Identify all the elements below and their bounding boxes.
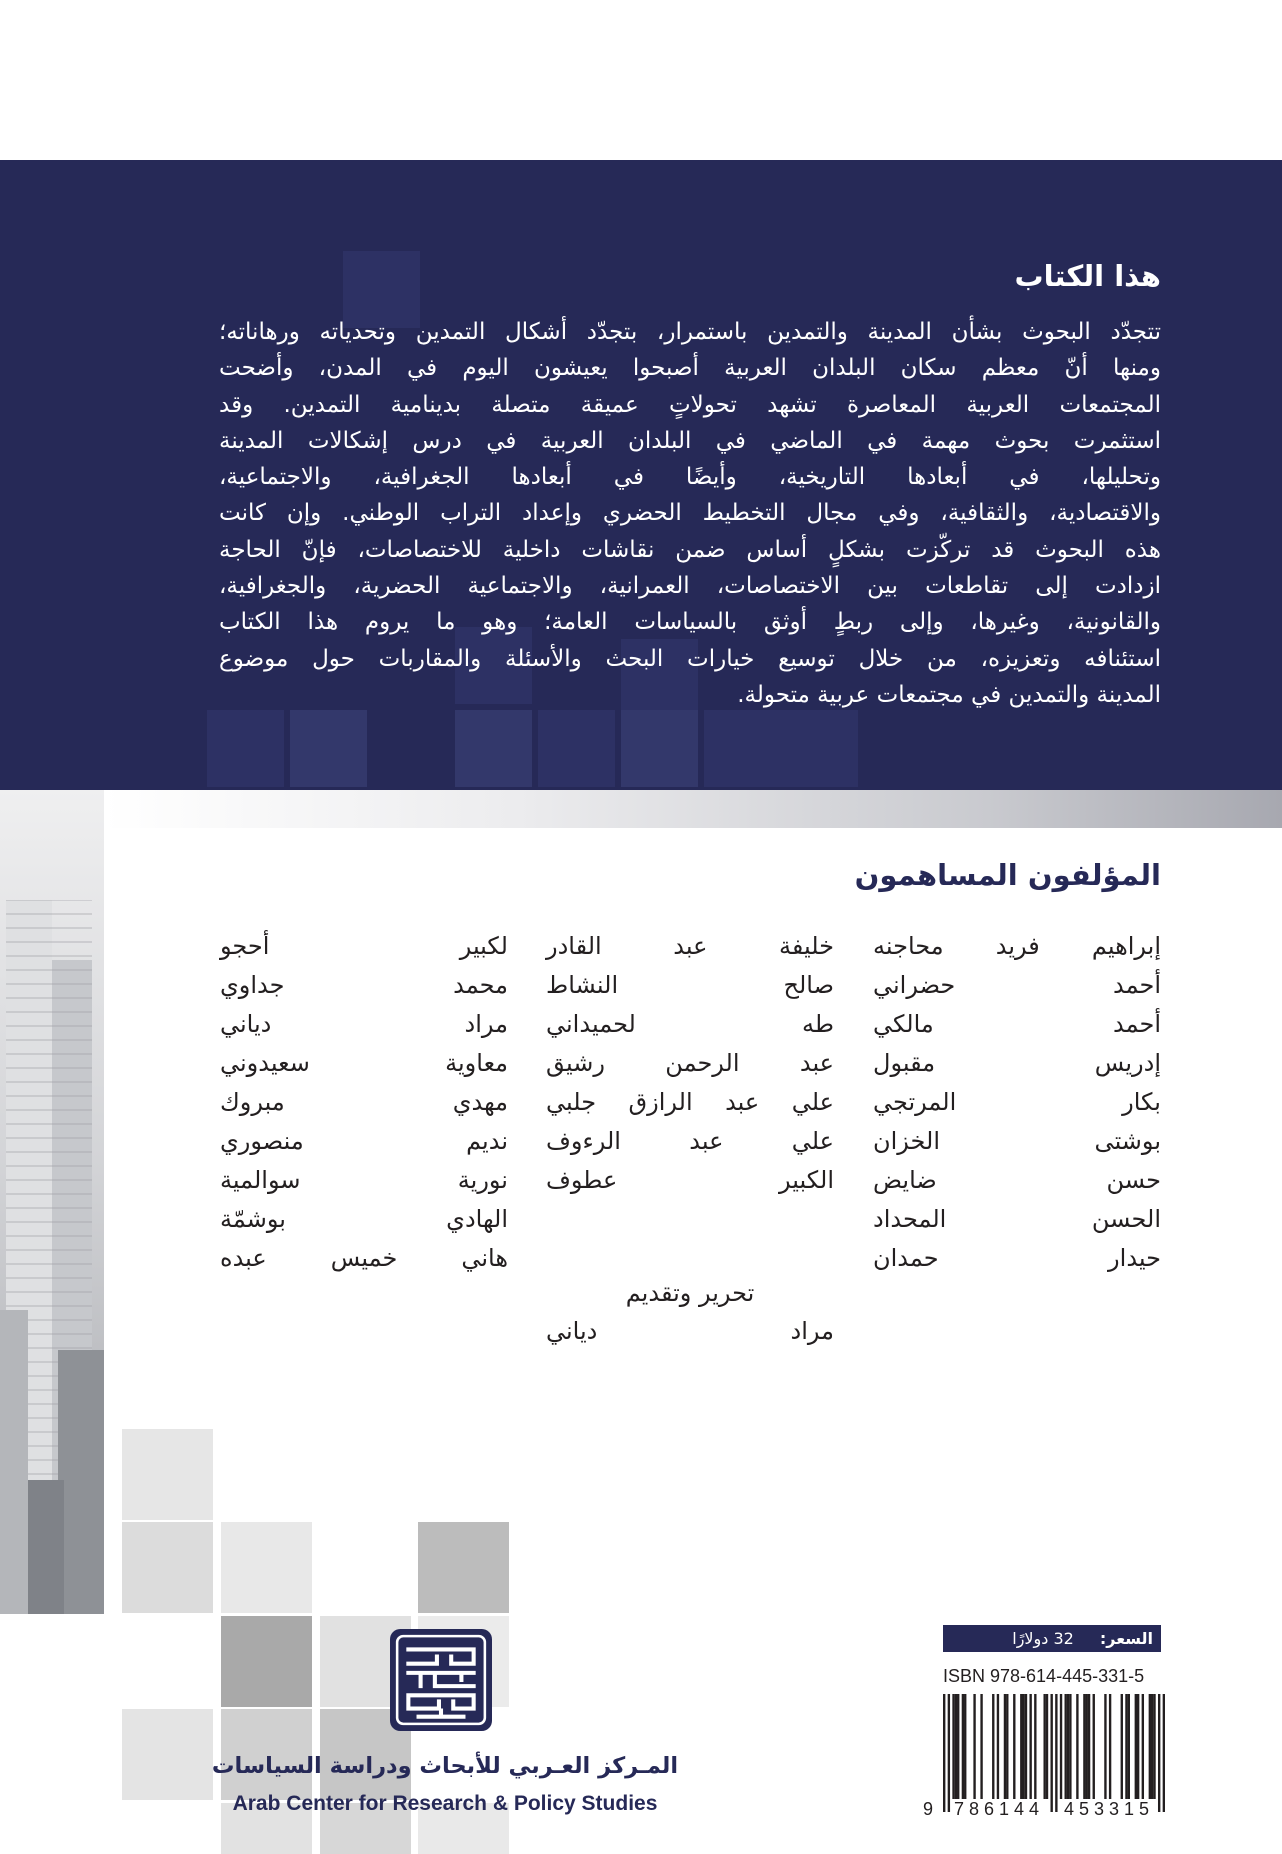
paragraph-line: وتحليلها، في أبعادها التاريخية، وأيضًا في أبعادها الجغرافية، والاجتماعية، bbox=[219, 464, 1161, 491]
barcode-bar bbox=[1104, 1694, 1106, 1799]
paragraph-line: المجتمعات العربية المعاصرة تشهد تحولاتٍ عميقة متصلة بدينامية التمدين. وقد bbox=[219, 391, 1161, 418]
barcode-bar bbox=[962, 1694, 964, 1799]
contributor-name: لكبير أحجو bbox=[220, 932, 508, 960]
barcode-bar bbox=[957, 1694, 959, 1799]
barcode-bar bbox=[997, 1694, 999, 1799]
barcode-bar bbox=[1086, 1694, 1088, 1799]
barcode-bar bbox=[1093, 1694, 1095, 1799]
paragraph-line: هذه البحوث قد تركّزت بشكلٍ أساس ضمن نقاشات داخلية للاختصاصات، فإنّ الحاجة bbox=[219, 536, 1161, 563]
paragraph-line: ازدادت إلى تقاطعات بين الاختصاصات، العمرانية، والاجتماعية الحضرية، والجغرافية، bbox=[219, 573, 1161, 600]
barcode-bar bbox=[980, 1694, 982, 1799]
contributor-name: هاني خميس عبده bbox=[220, 1244, 508, 1272]
barcode-guard-bar bbox=[943, 1694, 945, 1812]
contributor-name: خليفة عبد القادر bbox=[546, 932, 834, 960]
contributor-name: معاوية سعيدوني bbox=[220, 1049, 508, 1077]
contributor-name: علي عبد الرءوف bbox=[546, 1127, 834, 1155]
decor-square bbox=[621, 710, 698, 787]
barcode-bar bbox=[1067, 1694, 1069, 1799]
barcode-bar bbox=[955, 1694, 957, 1799]
barcode-guard-bar bbox=[948, 1694, 950, 1812]
barcode-bar bbox=[1125, 1694, 1127, 1799]
barcode-bar bbox=[1088, 1694, 1090, 1799]
barcode-bar bbox=[1109, 1694, 1111, 1799]
barcode-bar bbox=[1006, 1694, 1008, 1799]
barcode-guard-bar bbox=[1050, 1694, 1052, 1812]
contributor-name: الكبير عطوف bbox=[546, 1166, 834, 1194]
publisher-name-arabic: المـركز العـربي للأبحاث ودراسة السياسات bbox=[211, 1753, 679, 1779]
gradient-band bbox=[104, 790, 1282, 828]
contributor-name: إبراهيم فريد محاجنه bbox=[873, 932, 1161, 960]
contributor-name: أحمد مالكي bbox=[873, 1010, 1161, 1038]
barcode-bar bbox=[1043, 1694, 1045, 1799]
barcode-bar bbox=[1029, 1694, 1031, 1799]
barcode-bar bbox=[1046, 1694, 1048, 1799]
paragraph-line: المدينة والتمدين في مجتمعات عربية متحولة. bbox=[737, 681, 1161, 708]
barcode-bar bbox=[1020, 1694, 1022, 1799]
barcode-bar bbox=[992, 1694, 994, 1799]
paragraph-line: استثمرت بحوث مهمة في الماضي في البلدان العربية في درس إشكالات المدينة bbox=[219, 427, 1161, 454]
contributor-name: نديم منصوري bbox=[220, 1127, 508, 1155]
paragraph-line: والاقتصادية، والثقافية، وفي مجال التخطيط الحضري وإعداد التراب الوطني. وإن كانت bbox=[219, 500, 1161, 527]
contributor-name: طه لحميداني bbox=[546, 1010, 834, 1038]
contributor-name: صالح النشاط bbox=[546, 971, 834, 999]
contributors-column-1 bbox=[873, 927, 1161, 1278]
barcode-bar bbox=[1083, 1694, 1085, 1799]
barcode-bar bbox=[1151, 1694, 1153, 1799]
editor-label: تحرير وتقديم bbox=[625, 1279, 755, 1307]
contributor-name: محمد جداوي bbox=[220, 971, 508, 999]
decor-square bbox=[290, 710, 367, 787]
decor-square bbox=[455, 710, 532, 787]
barcode-guard-bar bbox=[1163, 1694, 1165, 1812]
contributor-name: مهدي مبروك bbox=[220, 1088, 508, 1116]
contributor-name: أحمد حضراني bbox=[873, 971, 1161, 999]
isbn-text: ISBN 978-614-445-331-5 bbox=[943, 1666, 1145, 1686]
barcode-bar bbox=[1135, 1694, 1137, 1799]
barcode-bar bbox=[1004, 1694, 1006, 1799]
barcode-bar bbox=[1128, 1694, 1130, 1799]
contributors-column-3 bbox=[220, 927, 508, 1278]
barcode-bar bbox=[1076, 1694, 1078, 1799]
decor-square bbox=[781, 710, 858, 787]
decor-square bbox=[122, 1429, 213, 1520]
decor-square bbox=[221, 1616, 312, 1707]
paragraph-line: تتجدّد البحوث بشأن المدينة والتمدين باستمرار، بتجدّد أشكال التمدين وتحدياته ورهاناته؛ bbox=[219, 319, 1161, 345]
barcode-guard-bar bbox=[1158, 1694, 1160, 1812]
barcode-right-digits: 453315 bbox=[1063, 1799, 1155, 1819]
barcode-guard-bar bbox=[1055, 1694, 1057, 1812]
barcode-bar bbox=[1069, 1694, 1071, 1799]
price-box bbox=[943, 1625, 1161, 1652]
barcode-bar bbox=[1025, 1694, 1027, 1799]
city-building-image bbox=[0, 790, 104, 1614]
barcode-left-digits: 786144 bbox=[953, 1799, 1045, 1819]
contributor-name: الهادي بوشمّة bbox=[220, 1205, 508, 1233]
decor-square bbox=[704, 710, 781, 787]
decor-square bbox=[207, 710, 284, 787]
barcode-bar bbox=[1022, 1694, 1024, 1799]
barcode-bar bbox=[952, 1694, 954, 1799]
publisher-logo-icon bbox=[390, 1629, 492, 1731]
barcode-bar bbox=[1121, 1694, 1123, 1799]
barcode-bar bbox=[1142, 1694, 1144, 1799]
contributor-name: بوشتى الخزان bbox=[873, 1127, 1161, 1155]
decor-square bbox=[122, 1522, 213, 1613]
editor-name: مراد دياني bbox=[546, 1317, 834, 1345]
contributor-name: الحسن المحداد bbox=[873, 1205, 1161, 1233]
barcode-bar bbox=[1065, 1694, 1067, 1799]
barcode-bar bbox=[1013, 1694, 1015, 1799]
about-heading: هذا الكتاب bbox=[1014, 259, 1161, 293]
contributor-name: حسن ضايض bbox=[873, 1166, 1161, 1194]
barcode-bar bbox=[1149, 1694, 1151, 1799]
paragraph-line: ومنها أنّ معظم سكان البلدان العربية أصبحوا يعيشون اليوم في المدن، وأضحت bbox=[219, 355, 1161, 382]
barcode bbox=[943, 1694, 1165, 1812]
decor-square bbox=[418, 1522, 509, 1613]
barcode-lead-digit: 9 bbox=[923, 1799, 934, 1819]
barcode-bar bbox=[1060, 1694, 1062, 1799]
contributor-name: حيدار حمدان bbox=[873, 1244, 1161, 1272]
contributors-column-2 bbox=[546, 927, 834, 1200]
contributor-name: إدريس مقبول bbox=[873, 1049, 1161, 1077]
price-label: السعر: bbox=[1099, 1629, 1153, 1648]
contributor-name: مراد دياني bbox=[220, 1010, 508, 1038]
decor-square bbox=[122, 1709, 213, 1800]
publisher-name-english: Arab Center for Research & Policy Studies bbox=[232, 1792, 658, 1815]
contributor-name: عبد الرحمن رشيق bbox=[546, 1049, 834, 1077]
contributors-heading: المؤلفون المساهمون bbox=[854, 858, 1161, 892]
paragraph-line: والقانونية، وغيرها، وإلى ربطٍ أوثق بالسياسات العامة؛ وهو ما يروم هذا الكتاب bbox=[219, 609, 1161, 636]
barcode-bar bbox=[973, 1694, 975, 1799]
barcode-bar bbox=[1034, 1694, 1036, 1799]
contributor-name: نورية سوالمية bbox=[220, 1166, 508, 1194]
barcode-bar bbox=[964, 1694, 966, 1799]
about-paragraph bbox=[219, 314, 1161, 713]
decor-square bbox=[221, 1522, 312, 1613]
paragraph-line: استئنافه وتعزيزه، من خلال توسيع خيارات البحث والأسئلة والمقاربات حول موضوع bbox=[219, 645, 1161, 672]
barcode-bar bbox=[1137, 1694, 1139, 1799]
price-value: 32 دولارًا bbox=[1012, 1629, 1074, 1648]
barcode-bar bbox=[1153, 1694, 1155, 1799]
contributor-name: بكار المرتجي bbox=[873, 1088, 1161, 1116]
contributor-name: علي عبد الرازق جلبي bbox=[546, 1088, 834, 1116]
decor-square bbox=[538, 710, 615, 787]
